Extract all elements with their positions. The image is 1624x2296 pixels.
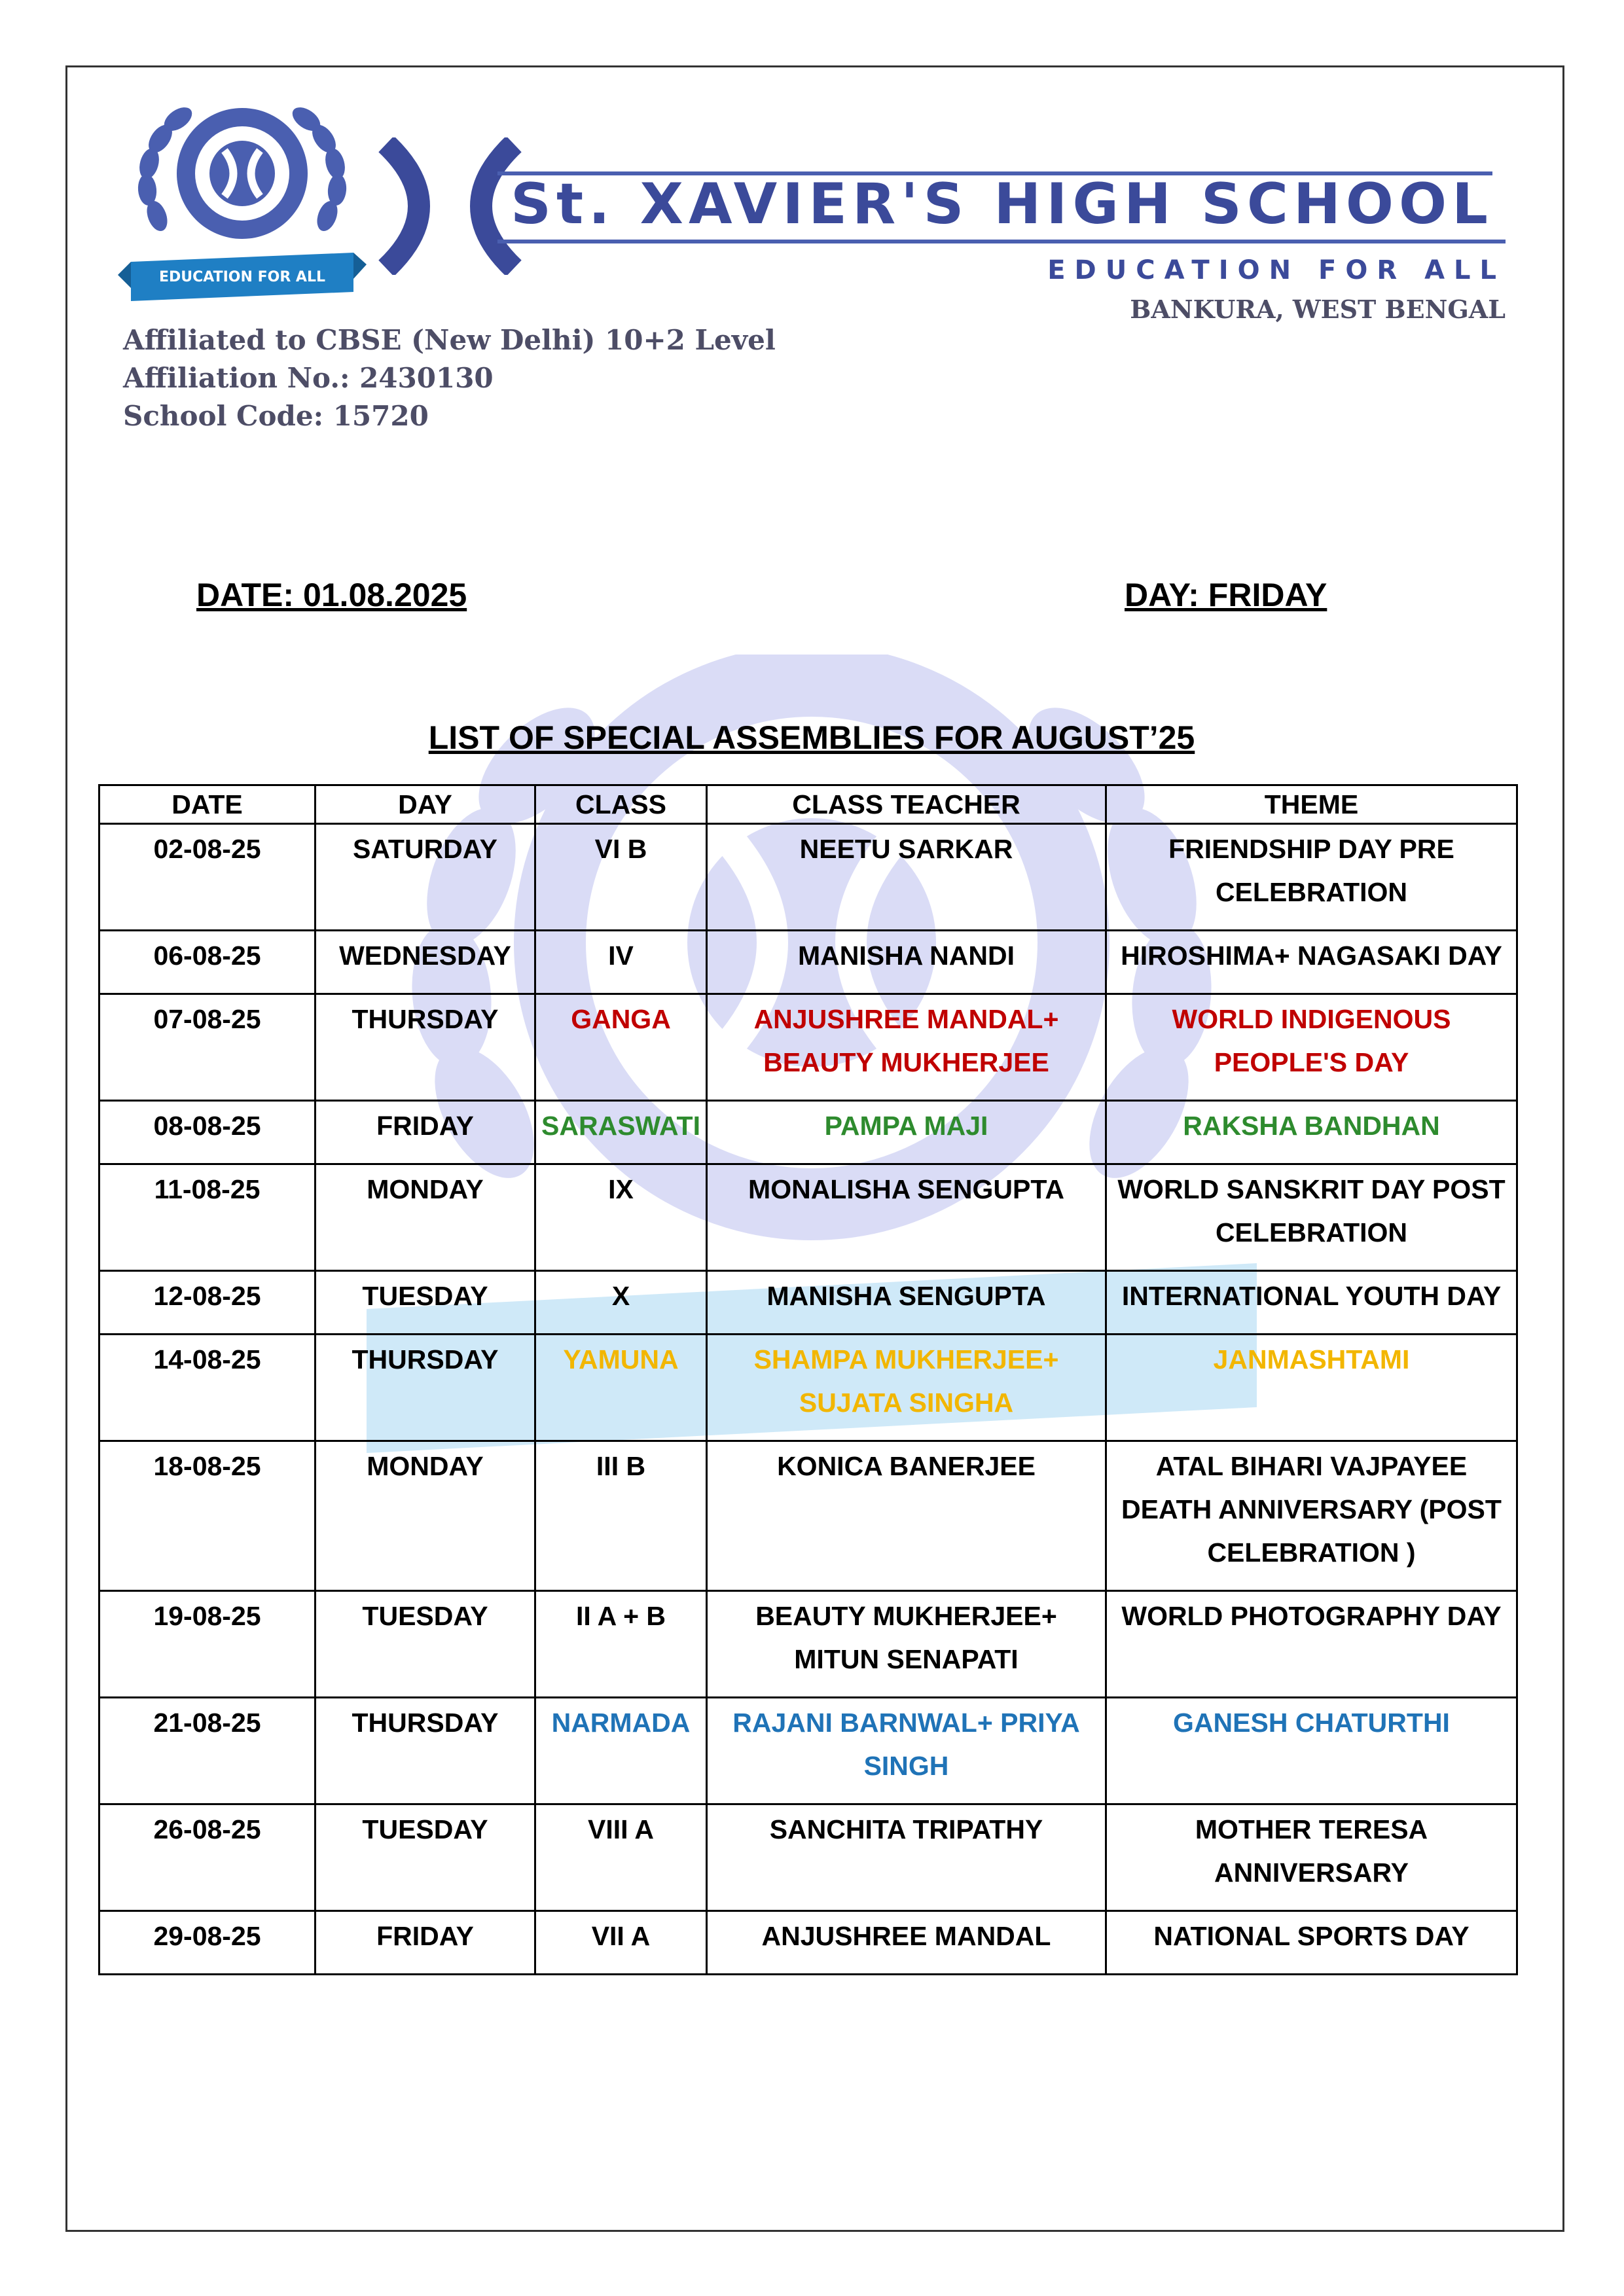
date-label: DATE: 01.08.2025	[196, 577, 467, 613]
cell-date: 08-08-25	[99, 1101, 316, 1164]
cell-theme: WORLD INDIGENOUS PEOPLE'S DAY	[1106, 994, 1517, 1101]
list-title: LIST OF SPECIAL ASSEMBLIES FOR AUGUST’25	[428, 719, 1195, 756]
cell-class: YAMUNA	[535, 1335, 707, 1441]
cell-date: 06-08-25	[99, 931, 316, 994]
cell-date: 07-08-25	[99, 994, 316, 1101]
school-code: School Code: 15720	[123, 400, 429, 432]
cell-theme: WORLD PHOTOGRAPHY DAY	[1106, 1591, 1517, 1698]
cell-class: VII A	[535, 1911, 707, 1975]
day-label: DAY: FRIDAY	[1125, 577, 1327, 613]
cell-class-teacher: KONICA BANERJEE	[707, 1441, 1106, 1591]
school-name: St. XAVIER'S HIGH SCHOOL	[511, 171, 1493, 237]
table-row	[99, 1101, 1517, 1164]
cell-theme: ATAL BIHARI VAJPAYEE DEATH ANNIVERSARY (POST CELEBRATION )	[1106, 1441, 1517, 1591]
cell-class: GANGA	[535, 994, 707, 1101]
cell-class-teacher: MONALISHA SENGUPTA	[707, 1164, 1106, 1271]
table-row	[99, 994, 1517, 1101]
table-row	[99, 1911, 1517, 1975]
cell-class-teacher: PAMPA MAJI	[707, 1101, 1106, 1164]
cell-day: TUESDAY	[316, 1271, 535, 1335]
cell-class: IV	[535, 931, 707, 994]
cell-day: SATURDAY	[316, 824, 535, 931]
cell-day: MONDAY	[316, 1441, 535, 1591]
cell-class-teacher: RAJANI BARNWAL+ PRIYA SINGH	[707, 1698, 1106, 1804]
table-row	[99, 1591, 1517, 1698]
cell-date: 11-08-25	[99, 1164, 316, 1271]
column-header-class-teacher: CLASS TEACHER	[707, 785, 1106, 824]
table-row	[99, 1804, 1517, 1911]
cell-date: 26-08-25	[99, 1804, 316, 1911]
cell-day: THURSDAY	[316, 1335, 535, 1441]
affiliation-line: Affiliated to CBSE (New Delhi) 10+2 Level	[123, 324, 776, 356]
assembly-schedule-table	[98, 784, 1518, 1975]
cell-day: WEDNESDAY	[316, 931, 535, 994]
cell-theme: NATIONAL SPORTS DAY	[1106, 1911, 1517, 1975]
cell-theme: WORLD SANSKRIT DAY POST CELEBRATION	[1106, 1164, 1517, 1271]
affiliation-number: Affiliation No.: 2430130	[123, 362, 494, 394]
cell-day: TUESDAY	[316, 1804, 535, 1911]
cell-class-teacher: BEAUTY MUKHERJEE+ MITUN SENAPATI	[707, 1591, 1106, 1698]
crest-ribbon-text: EDUCATION FOR ALL	[159, 269, 325, 285]
table-row	[99, 1698, 1517, 1804]
cell-day: TUESDAY	[316, 1591, 535, 1698]
table-row	[99, 1335, 1517, 1441]
cell-date: 14-08-25	[99, 1335, 316, 1441]
cell-day: FRIDAY	[316, 1911, 535, 1975]
cell-class-teacher: ANJUSHREE MANDAL+ BEAUTY MUKHERJEE	[707, 994, 1106, 1101]
cell-theme: JANMASHTAMI	[1106, 1335, 1517, 1441]
cell-theme: HIROSHIMA+ NAGASAKI DAY	[1106, 931, 1517, 994]
cell-class-teacher: SHAMPA MUKHERJEE+ SUJATA SINGHA	[707, 1335, 1106, 1441]
cell-class: NARMADA	[535, 1698, 707, 1804]
cell-class: VIII A	[535, 1804, 707, 1911]
column-header-class: CLASS	[535, 785, 707, 824]
cell-class: SARASWATI	[535, 1101, 707, 1164]
cell-theme: INTERNATIONAL YOUTH DAY	[1106, 1271, 1517, 1335]
column-header-theme: THEME	[1106, 785, 1517, 824]
cell-day: THURSDAY	[316, 994, 535, 1101]
cell-class-teacher: MANISHA NANDI	[707, 931, 1106, 994]
school-location: BANKURA, WEST BENGAL	[1130, 295, 1506, 324]
cell-class-teacher: NEETU SARKAR	[707, 824, 1106, 931]
cell-class-teacher: MANISHA SENGUPTA	[707, 1271, 1106, 1335]
table-row	[99, 1164, 1517, 1271]
cell-date: 21-08-25	[99, 1698, 316, 1804]
cell-theme: FRIENDSHIP DAY PRE CELEBRATION	[1106, 824, 1517, 931]
cell-class: IX	[535, 1164, 707, 1271]
cell-date: 19-08-25	[99, 1591, 316, 1698]
table-row	[99, 1271, 1517, 1335]
cell-date: 12-08-25	[99, 1271, 316, 1335]
cell-day: THURSDAY	[316, 1698, 535, 1804]
table-row	[99, 824, 1517, 931]
table-row	[99, 1441, 1517, 1591]
table-header-row	[99, 785, 1517, 824]
cell-class: VI B	[535, 824, 707, 931]
cell-class-teacher: SANCHITA TRIPATHY	[707, 1804, 1106, 1911]
school-x-mark	[373, 137, 524, 275]
table-row	[99, 931, 1517, 994]
cell-date: 02-08-25	[99, 824, 316, 931]
cell-class: II A + B	[535, 1591, 707, 1698]
cell-theme: MOTHER TERESA ANNIVERSARY	[1106, 1804, 1517, 1911]
cell-theme: GANESH CHATURTHI	[1106, 1698, 1517, 1804]
cell-date: 18-08-25	[99, 1441, 316, 1591]
cell-class-teacher: ANJUSHREE MANDAL	[707, 1911, 1106, 1975]
column-header-date: DATE	[99, 785, 316, 824]
cell-day: MONDAY	[316, 1164, 535, 1271]
cell-day: FRIDAY	[316, 1101, 535, 1164]
cell-class: X	[535, 1271, 707, 1335]
column-header-day: DAY	[316, 785, 535, 824]
cell-class: III B	[535, 1441, 707, 1591]
cell-theme: RAKSHA BANDHAN	[1106, 1101, 1517, 1164]
school-motto: EDUCATION FOR ALL	[1047, 255, 1506, 285]
cell-date: 29-08-25	[99, 1911, 316, 1975]
name-bottom-rule	[497, 240, 1506, 243]
school-crest-logo	[118, 98, 367, 314]
